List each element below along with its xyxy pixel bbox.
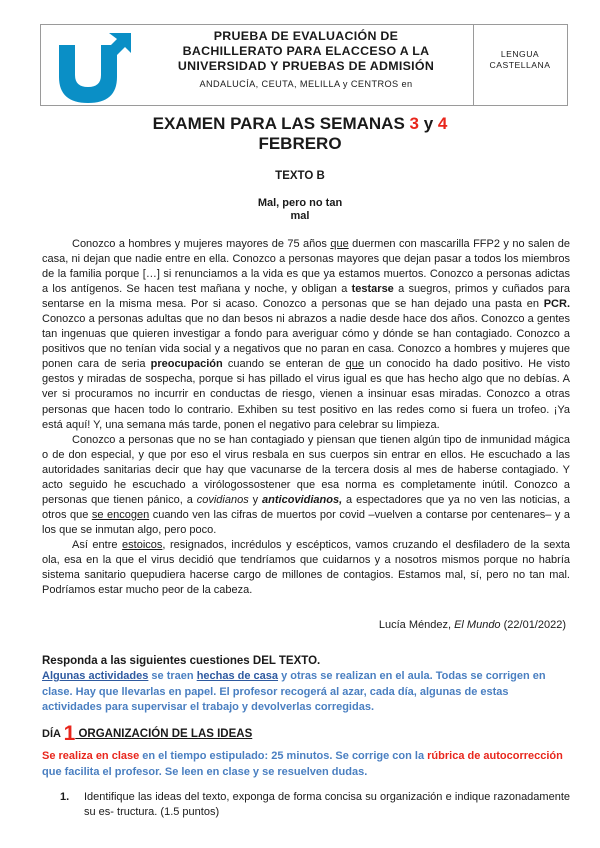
day-number: 1: [63, 722, 76, 745]
underlined-phrase: hechas de casa: [196, 670, 279, 682]
text-run: duermen con mascarilla FFP2 y no salen de casa, ni dejan que nadie entre en ella. Conozco a personas mayores que dejan pasar a todos los miembros de la familia porque […] si renunciamos a la vida es que ya estamos muertos. Conozco a personas adictas a los antígenos. Se hacen test mañana y noche, y obligan a: [42, 238, 570, 296]
text-run: y: [248, 493, 263, 506]
signature-date: (22/01/2022): [500, 619, 566, 631]
article-title: [0, 197, 600, 223]
bold-word: PCR.: [543, 298, 570, 311]
text-run: cuando ven las cifras de muertos por covid –vuelven a contarse por centenares– y a los que se inmutan algo, pero poco.: [42, 508, 570, 536]
university-logo-icon: [51, 31, 141, 103]
day-label: DÍA: [42, 728, 64, 740]
text-run: Conozco a personas adultas que no dan besos ni abrazos a nadie desde hace dos años. Conozco a gentes tan ingenuas que quieren investigar a fondo para averiguar cómo y dónde se han contagiado. Conozco a positivos que no tenían vida social y a negativos que no paran en casa. Conozco a hombres y mujeres que ponen cara de seria: [42, 313, 570, 371]
week-number: 4: [437, 114, 448, 133]
text-run: se traen: [148, 670, 197, 682]
exam-title: [0, 114, 600, 134]
text-run: a suegros, primos y cuñados para sentarse en la misma mesa. Por si acaso. Conozco a personas que se han dejado una pasta en: [42, 283, 570, 311]
subject-line: CASTELLANA: [489, 60, 551, 70]
text-run: , resignados, incrédulos y escépticos, vamos cruzando el desfiladero de la sexta ola, esa en la que el virus decidió que tendríamos que cuidarnos y a nosotros mismos porque no habría sistema sanitario quepudiera hacerse cargo de millones de contagios. Estamos mal, sí, pero no tan mal. Podríamos estar mucho peor de la cabeza.: [42, 538, 571, 597]
signature-source: El Mundo: [454, 619, 501, 631]
header-title-line: BACHILLERATO PARA ELACCESO A LA: [182, 44, 430, 58]
header-subtitle: ANDALUCÍA, CEUTA, MELILLA y CENTROS en: [199, 79, 413, 89]
underlined-word: que: [330, 238, 349, 250]
subject-label: [473, 25, 567, 105]
text-run: en el tiempo estipulado: 25 minutos. Se corrige con la: [139, 750, 428, 762]
week-number: 3: [409, 114, 419, 133]
text-run: que facilita el profesor. Se leen en clase y se resuelven dudas.: [42, 766, 368, 778]
underlined-word: que: [345, 358, 365, 371]
article-body: [42, 237, 570, 598]
questions-heading: Responda a las siguientes cuestiones DEL TEXTO.: [42, 655, 321, 667]
question-text: Identifique las ideas del texto, exponga de forma concisa su organización e indique razonadamente su es- tructura. (1.5 puntos): [84, 791, 570, 818]
instructions-block: [42, 669, 570, 716]
underlined-phrase: Algunas actividades: [42, 670, 149, 682]
bold-italic-word: anticovidianos,: [262, 493, 343, 506]
bold-word: testarse: [351, 283, 394, 296]
signature-author: Lucía Méndez,: [378, 619, 455, 631]
bold-word: preocupación: [150, 358, 223, 371]
article-title-line: Mal, pero no tan: [257, 197, 343, 209]
subject-line: LENGUA: [500, 49, 540, 59]
text-run: un conocido ha dado positivo. He visto gestos y miradas de sospecha, porque si has pillado el virus igual es que has hecho algo que no debías. A ver si procuramos no incurrir en conductas de riesgo, vienen a insinuar esas miradas. Conozco a otras personas que hacen todo lo contrario. Exhiben su test positivo en las redes como si fuera un trofeo. ¡Ya está aquí! Y, una semana más tarde, ponen el negativo para celebrar su limpieza.: [42, 358, 570, 431]
signature: [379, 619, 566, 631]
text-run: Así entre: [72, 538, 123, 551]
red-phrase: rúbrica de autocorrección: [427, 750, 563, 762]
question-item: [60, 790, 570, 820]
day-heading: [42, 722, 252, 746]
header-title-line: UNIVERSIDAD Y PRUEBAS DE ADMISIÓN: [177, 59, 435, 73]
header-title: [145, 29, 467, 74]
text-run: Conozco a hombres y mujeres mayores de 75 años: [72, 238, 331, 250]
day-rules: [42, 748, 570, 780]
underlined-word: estoicos: [122, 538, 163, 551]
italic-word: covidianos: [196, 493, 249, 506]
paragraph: [42, 433, 570, 538]
document-header: [40, 24, 568, 106]
day-title: ORGANIZACIÓN DE LAS IDEAS: [75, 728, 253, 740]
header-title-line: PRUEBA DE EVALUACIÓN DE: [213, 29, 399, 43]
exam-month: FEBRERO: [258, 134, 342, 153]
exam-title-text: EXAMEN PARA LAS SEMANAS: [152, 114, 410, 133]
underlined-word: se encogen: [91, 508, 150, 521]
paragraph: [42, 538, 570, 598]
red-phrase: Se realiza en clase: [42, 750, 140, 762]
header-left-cell: [41, 25, 474, 105]
text-run: cuando se enteran de: [222, 358, 346, 371]
question-number: 1.: [60, 791, 70, 803]
text-run: Conozco a personas que no se han contagiado y piensan que tienen algún tipo de inmunidad mágica o de don especial, y que por eso el virus resbala en sus cuerpos sin entrar en ellos. He escuchado a las autoridades sanitarias decir que hay que vacunarse de la tercera dosis al mes de haberse contagiado. Y acto seguido he escuchado a virólogossostener que esa norma es completamente inútil. Conozco a personas que tienen pánico, a: [42, 433, 570, 506]
text-run: a espectadores que ya no ven las noticias, a otros que: [42, 493, 570, 521]
exam-title-conj: y: [419, 114, 438, 133]
text-run: y otras se realizan en el aula. Todas se corrigen en clase. Hay que llevarlas en papel. El profesor recogerá al azar, cada día, algunas de estas actividades para supervisar el trabajo y devolverlas corregidas.: [42, 670, 546, 713]
article-title-line: mal: [290, 210, 310, 222]
paragraph: [42, 237, 570, 433]
texto-label: TEXTO B: [275, 170, 325, 182]
